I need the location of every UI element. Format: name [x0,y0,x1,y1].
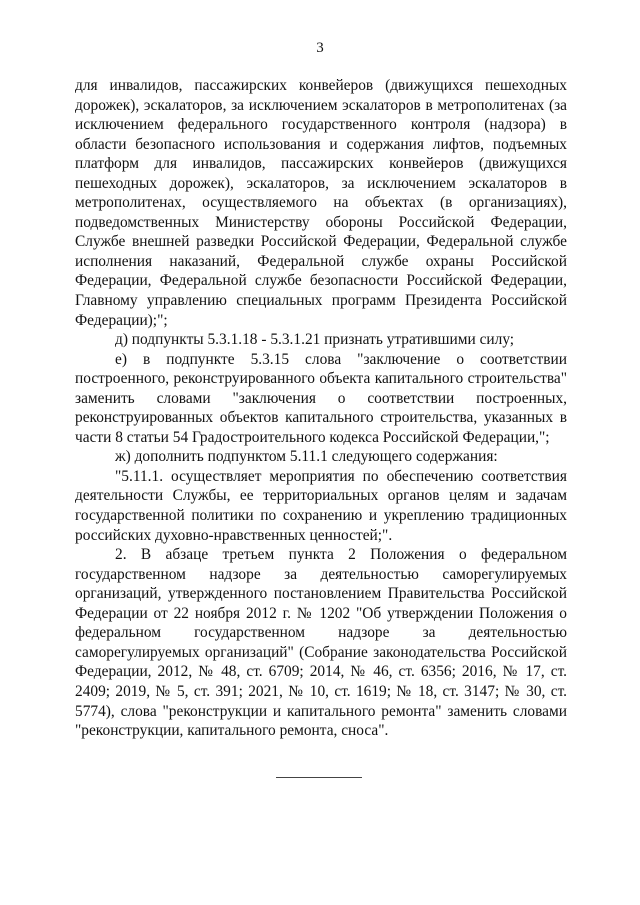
paragraph-item-zh: ж) дополнить подпунктом 5.11.1 следующего содержания: [115,448,498,466]
document-body [75,76,567,741]
paragraph-quote-5-11-1: "5.11.1. осуществляет мероприятия по обеспечению соответствия деятельности Службы, ее территориальных органов целям и задачам государственной политики по сохранению и укреплению традиционных российских духовно-нравственных ценностей;". [75,467,567,544]
page-number: 3 [316,40,324,56]
end-divider [276,777,362,778]
paragraph-item-e: е) в подпункте 5.3.15 слова "заключение о соответствии построенного, реконструированного объекта капитального строительства" заменить словами "заключения о соответствии построенных, реконструированных объектов капитального строительства, указанных в части 8 статьи 54 Градостроительного кодекса Российской Федерации,"; [75,350,567,446]
paragraph-continuation: для инвалидов, пассажирских конвейеров (движущихся пешеходных дорожек), эскалаторов, за исключением эскалаторов в метрополитенах (за исключением федерального государственного контроля (надзора) в области безопасного использования и содержания лифтов, подъемных платформ для инвалидов, пассажирских конвейеров (движущихся пешеходных дорожек), эскалаторов, за исключением эскалаторов в метрополитенах, осуществляемого на объектах (в организациях), подведомственных Министерству обороны Российской Федерации, Службе внешней разведки Российской Федерации, Федеральной службе исполнения наказаний, Федеральной службе охраны Российской Федерации, Федеральной службе безопасности Российской Федерации, Главному управлению специальных программ Президента Российской Федерации);"; [75,77,567,329]
paragraph-item-d: д) подпункты 5.3.1.18 - 5.3.1.21 признать утратившими силу; [115,331,515,349]
paragraph-point-2: 2. В абзаце третьем пункта 2 Положения о федеральном государственном надзоре за деятельностью саморегулируемых организаций, утвержденного постановлением Правительства Российской Федерации от 22 ноября 2012 г. № 1202 "Об утверждении Положения о федеральном государственном надзоре за деятельностью саморегулируемых организаций" (Собрание законодательства Российской Федерации, 2012, № 48, ст. 6709; 2014, № 46, ст. 6356; 2016, № 17, ст. 2409; 2019, № 5, ст. 391; 2021, № 10, ст. 1619; № 18, ст. 3147; № 30, ст. 5774), слова "реконструкции и капитального ремонта" заменить словами "реконструкции, капитального ремонта, сноса". [75,546,567,740]
